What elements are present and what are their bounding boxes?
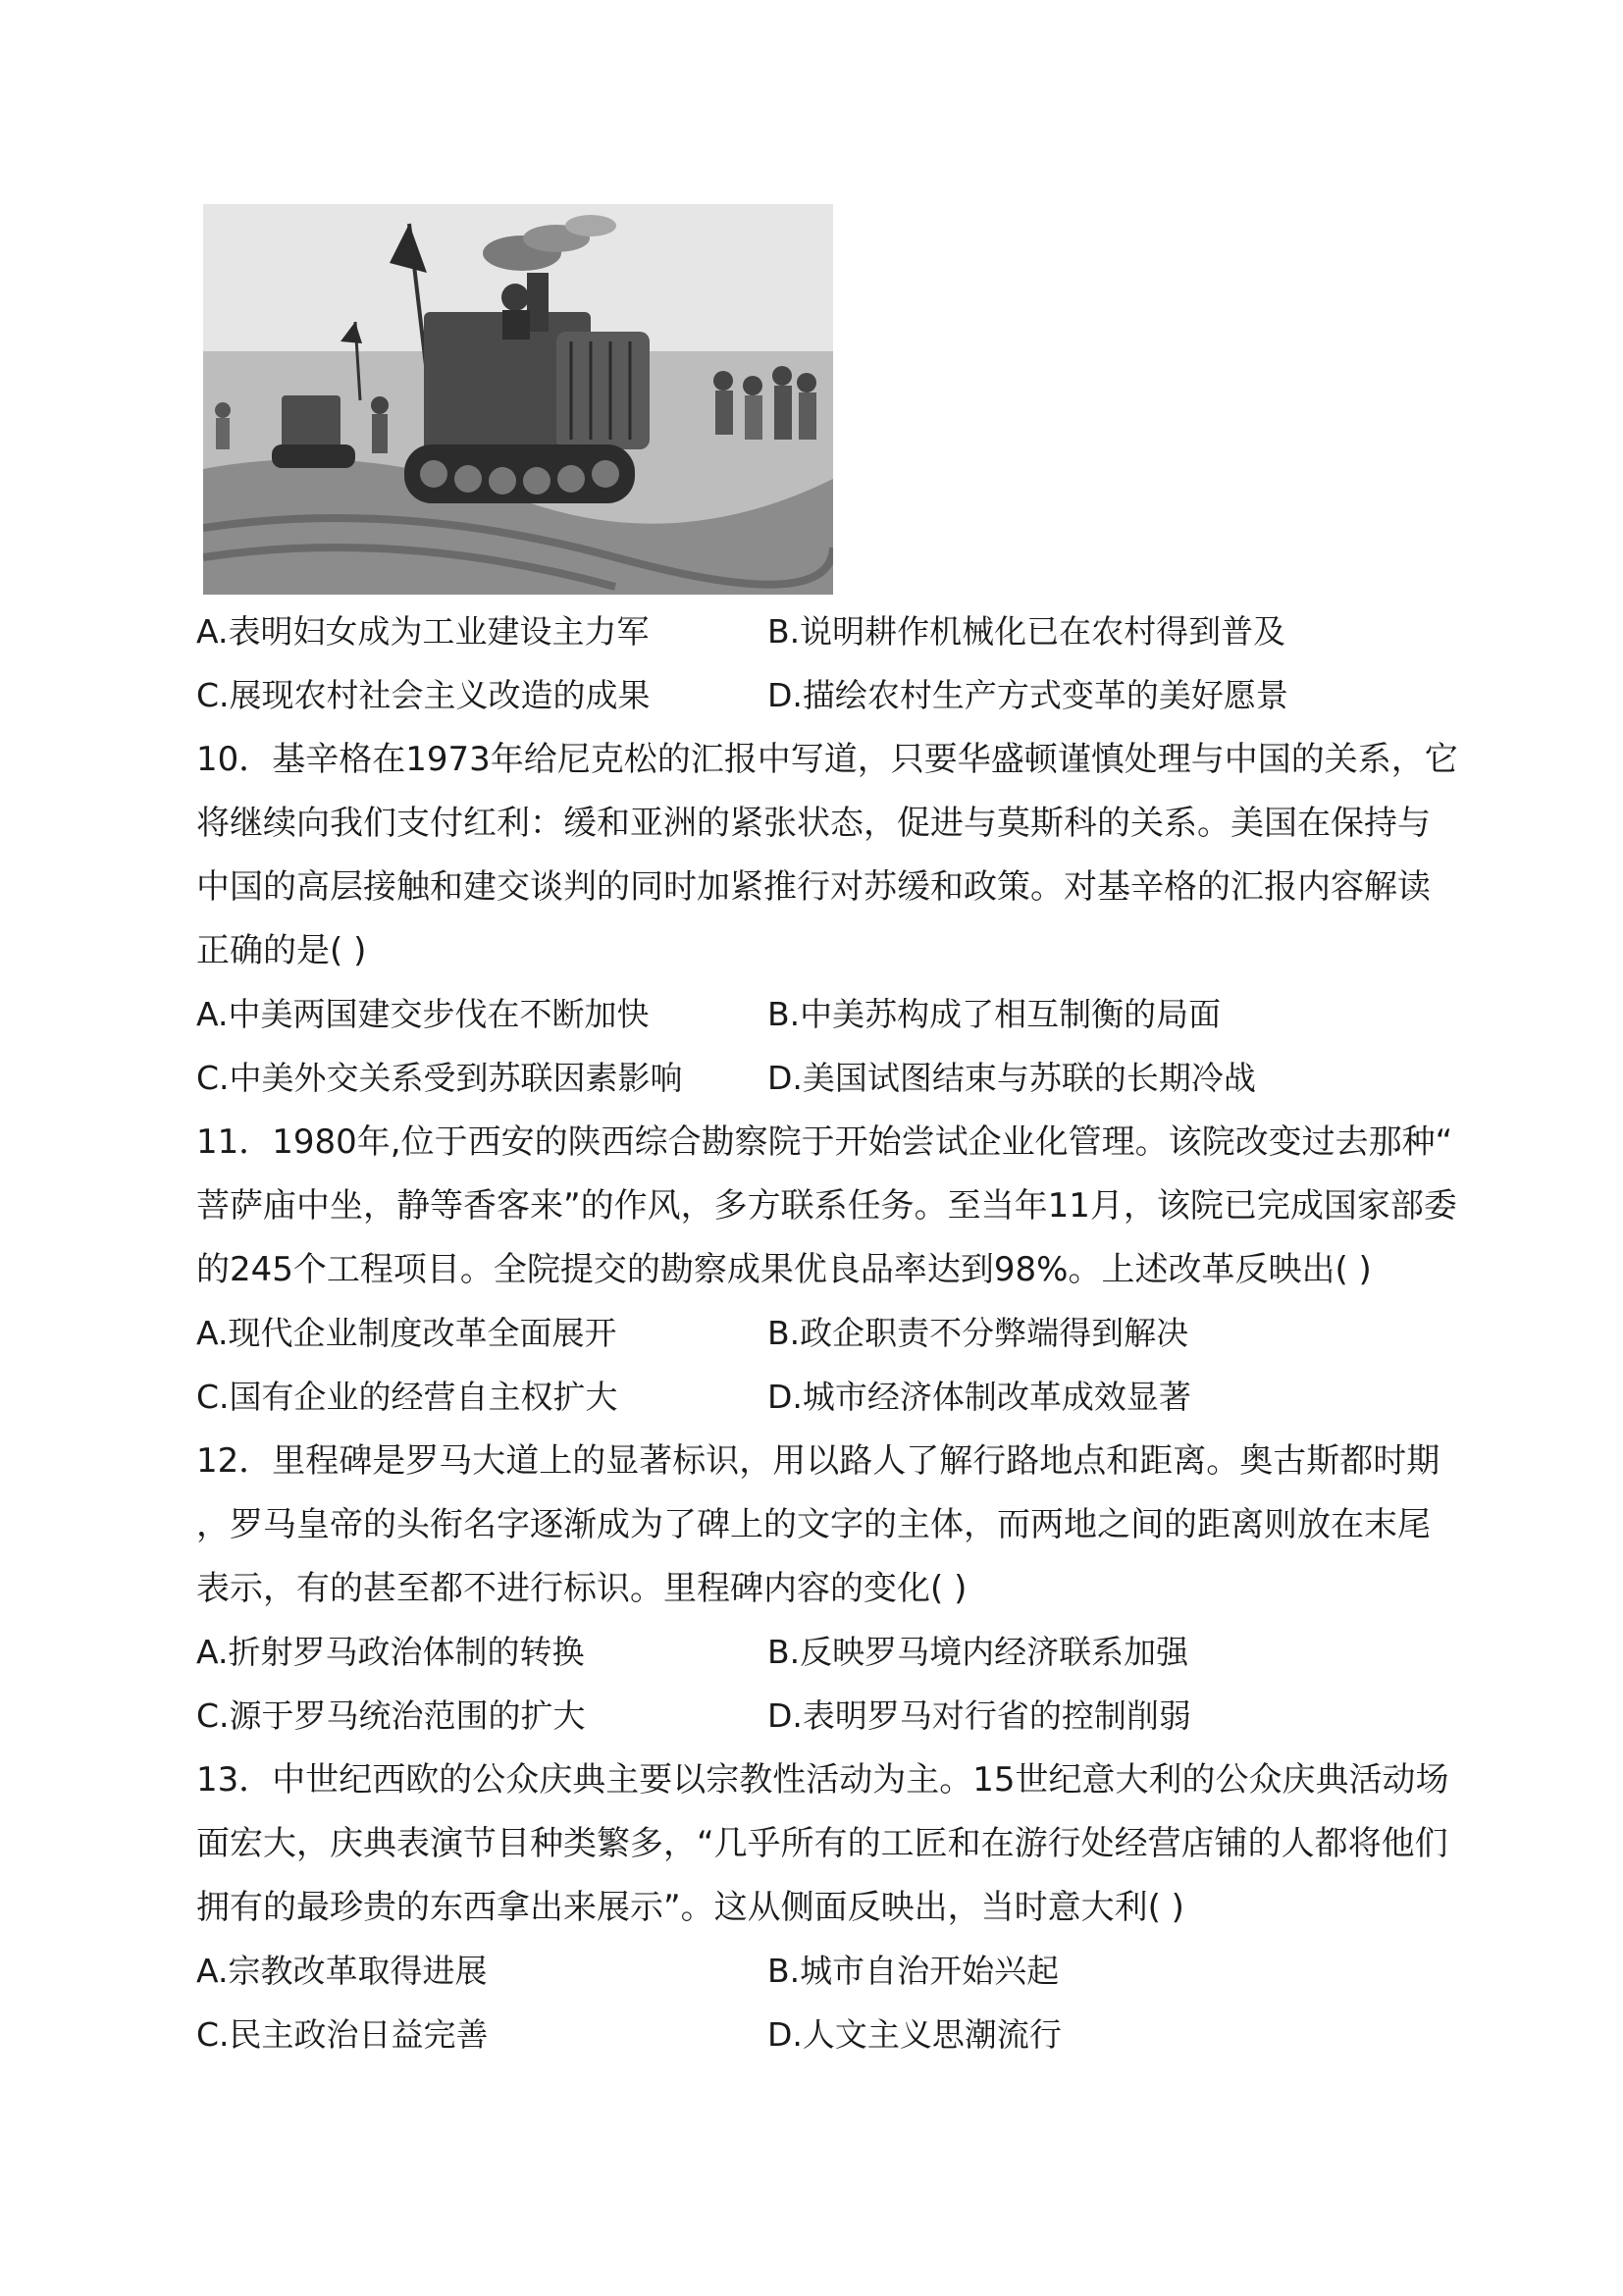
q12-stem-line: 12．里程碑是罗马大道上的显著标识，用以路人了解行路地点和距离。奥古斯都时期 xyxy=(196,1441,1440,1481)
q9-option-d: D.描绘农村生产方式变革的美好愿景 xyxy=(767,676,1288,714)
q12-option-b: B.反映罗马境内经济联系加强 xyxy=(767,1633,1189,1671)
q10-option-a: A.中美两国建交步伐在不断加快 xyxy=(196,995,650,1033)
q13-stem-line: 13．中世纪西欧的公众庆典主要以宗教性活动为主。15世纪意大利的公众庆典活动场 xyxy=(196,1760,1449,1800)
q10-stem-line: 正确的是( ) xyxy=(196,931,367,970)
q11-option-b: B.政企职责不分弊端得到解决 xyxy=(767,1314,1189,1352)
q10-stem-line: 将继续向我们支付红利：缓和亚洲的紧张状态，促进与莫斯科的关系。美国在保持与 xyxy=(196,804,1431,843)
q10-option-b: B.中美苏构成了相互制衡的局面 xyxy=(767,995,1222,1033)
q13-stem-line: 拥有的最珍贵的东西拿出来展示”。这从侧面反映出，当时意大利( ) xyxy=(196,1888,1184,1927)
q10-stem-line: 10．基辛格在1973年给尼克松的汇报中写道，只要华盛顿谨慎处理与中国的关系，它 xyxy=(196,740,1458,779)
q12-option-d: D.表明罗马对行省的控制削弱 xyxy=(767,1696,1191,1735)
tractor-illustration xyxy=(203,204,833,595)
q9-option-a: A.表明妇女成为工业建设主力军 xyxy=(196,612,650,651)
q10-option-c: C.中美外交关系受到苏联因素影响 xyxy=(196,1059,683,1097)
q13-option-b: B.城市自治开始兴起 xyxy=(767,1952,1060,1990)
q10-option-d: D.美国试图结束与苏联的长期冷战 xyxy=(767,1059,1256,1097)
q13-option-d: D.人文主义思潮流行 xyxy=(767,2015,1062,2054)
q11-stem-line: 的245个工程项目。全院提交的勘察成果优良品率达到98%。上述改革反映出( ) xyxy=(196,1250,1372,1289)
q12-stem-line: ，罗马皇帝的头衔名字逐渐成为了碑上的文字的主体，而两地之间的距离则放在末尾 xyxy=(196,1505,1431,1544)
q9-option-c: C.展现农村社会主义改造的成果 xyxy=(196,676,651,714)
q12-option-a: A.折射罗马政治体制的转换 xyxy=(196,1633,585,1671)
q11-option-d: D.城市经济体制改革成效显著 xyxy=(767,1378,1191,1416)
q11-option-a: A.现代企业制度改革全面展开 xyxy=(196,1314,617,1352)
q13-option-a: A.宗教改革取得进展 xyxy=(196,1952,488,1990)
q11-stem-line: 菩萨庙中坐，静等香客来”的作风，多方联系任务。至当年11月，该院已完成国家部委 xyxy=(196,1186,1457,1226)
q13-stem-line: 面宏大，庆典表演节目种类繁多，“几乎所有的工匠和在游行处经营店铺的人都将他们 xyxy=(196,1824,1448,1863)
q12-stem-line: 表示，有的甚至都不进行标识。里程碑内容的变化( ) xyxy=(196,1569,968,1608)
q12-option-c: C.源于罗马统治范围的扩大 xyxy=(196,1696,586,1735)
q10-stem-line: 中国的高层接触和建交谈判的同时加紧推行对苏缓和政策。对基辛格的汇报内容解读 xyxy=(196,867,1431,907)
q13-option-c: C.民主政治日益完善 xyxy=(196,2015,489,2054)
q11-option-c: C.国有企业的经营自主权扩大 xyxy=(196,1378,618,1416)
q9-option-b: B.说明耕作机械化已在农村得到普及 xyxy=(767,612,1286,651)
tractor-illustration-svg xyxy=(203,204,833,595)
q11-stem-line: 11．1980年,位于西安的陕西综合勘察院于开始尝试企业化管理。该院改变过去那种“ xyxy=(196,1122,1453,1162)
